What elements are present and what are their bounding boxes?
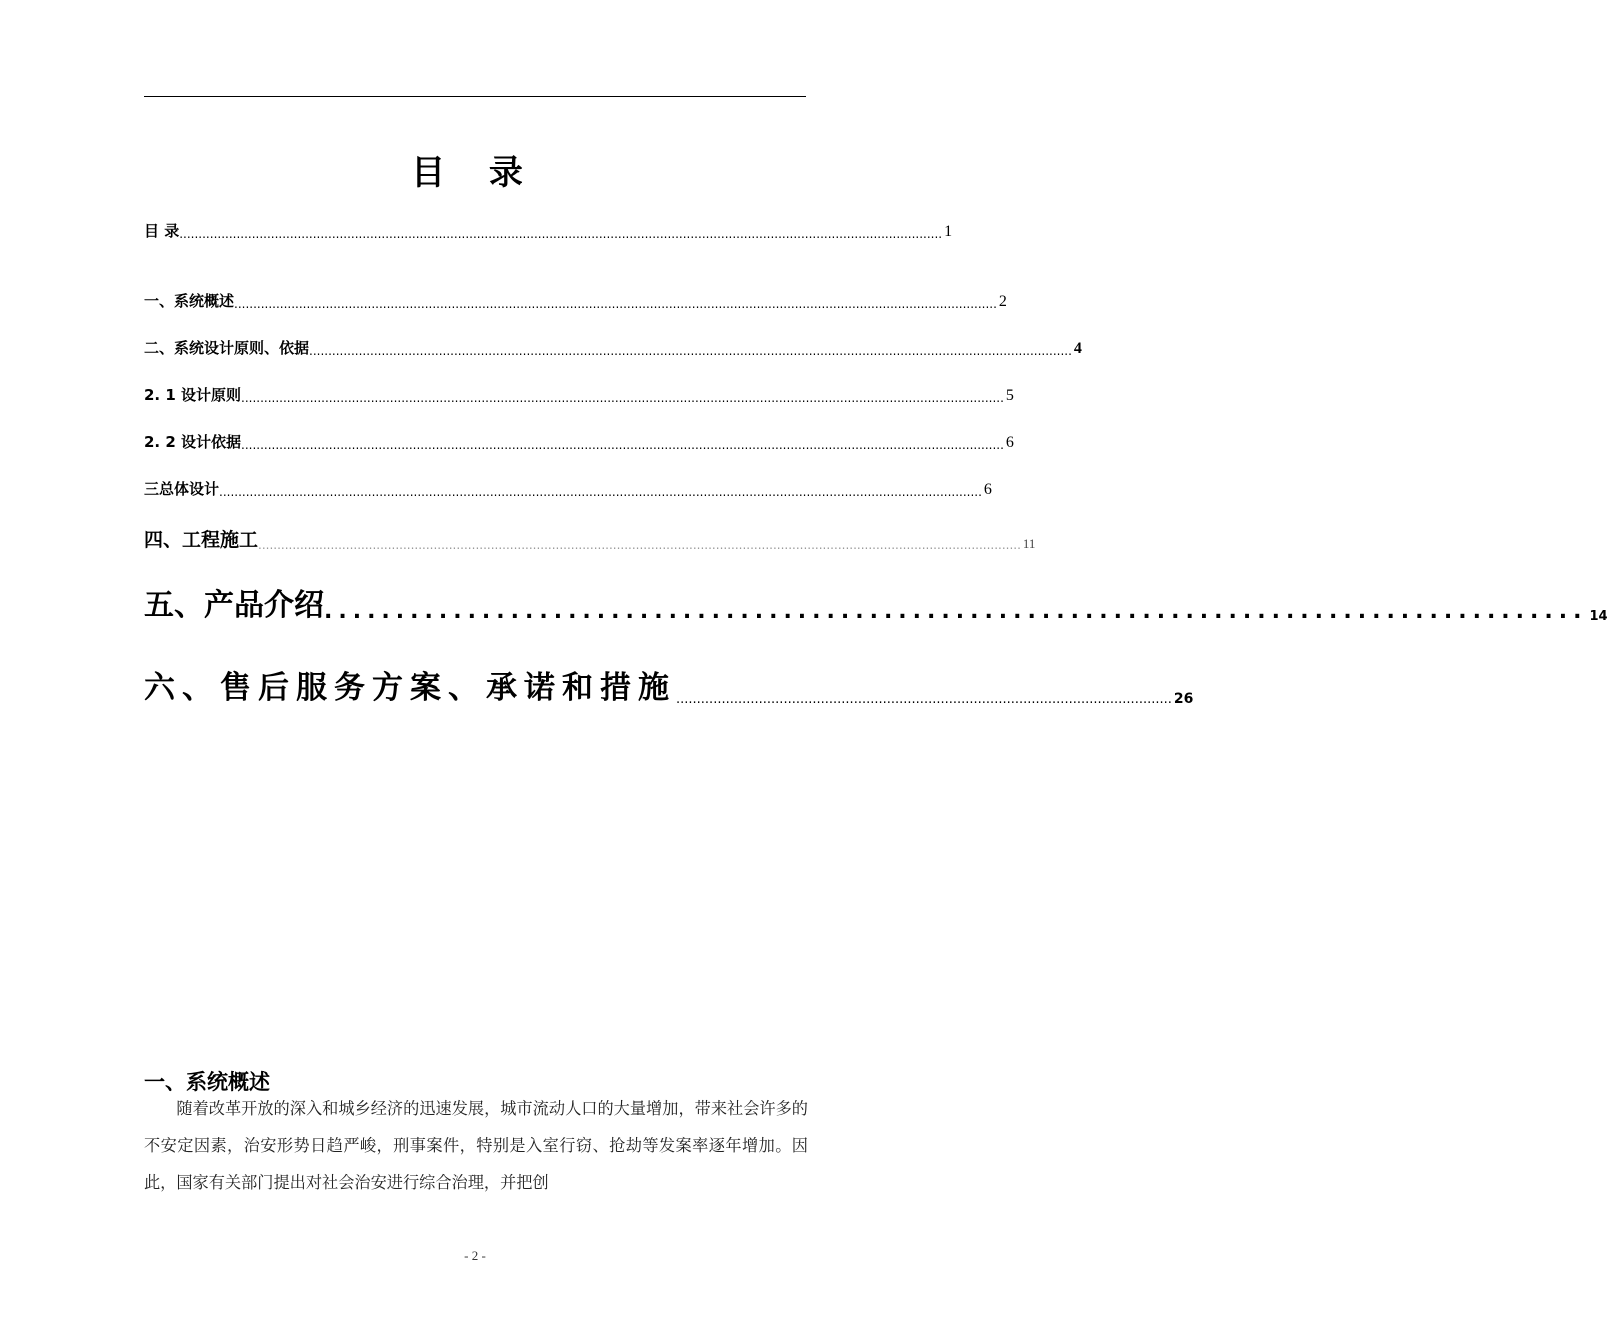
section-heading: 一、系统概述: [144, 1070, 270, 1094]
toc-leader: ........................................................................................: [324, 599, 1588, 624]
toc-leader: ........................................................................................................................................................................................................: [179, 227, 943, 241]
header-rule: [144, 96, 806, 97]
toc-entry-label: 一、系统概述: [144, 292, 235, 310]
toc-leader: ........................................................................................................................: [676, 692, 1172, 707]
toc-leader: ........................................................................................................................................................................................................: [241, 438, 1004, 452]
toc-entry[interactable]: [144, 525, 1036, 552]
toc-entry-label: 二、系统设计原则、依据: [144, 339, 310, 357]
toc-entry-label: 五、产品介绍: [144, 588, 324, 623]
page-number: - 2 -: [464, 1248, 486, 1263]
toc-entry-page: 26: [1173, 691, 1194, 707]
toc-leader: ........................................................................................................................................................................................................: [241, 391, 1004, 405]
toc-leader: ........................................................................................................................................................................................................: [219, 485, 982, 499]
toc-entry-label: 六、售后服务方案、承诺和措施: [144, 670, 676, 706]
toc-entry-label: 2. 2 设计依据: [144, 433, 242, 451]
toc-entry-label: 2. 1 设计原则: [144, 386, 242, 404]
toc-entry[interactable]: [144, 337, 1082, 358]
toc-entry-page: 4: [1073, 340, 1082, 357]
body-paragraph: 随着改革开放的深入和城乡经济的迅速发展，城市流动人口的大量增加，带来社会许多的不安定因素，治安形势日趋严峻，刑事案件，特别是入室行窃、抢劫等发案率逐年增加。因此，国家有关部门提出对社会治安进行综合治理，并把创: [144, 1099, 808, 1192]
toc-entry[interactable]: [144, 478, 992, 499]
toc-entry[interactable]: [144, 384, 1014, 405]
toc-entry[interactable]: [144, 220, 953, 241]
toc-entry-page: 1: [944, 223, 953, 240]
toc-entry-page: 5: [1005, 387, 1014, 404]
toc-entry-page: 11: [1022, 536, 1036, 551]
toc-leader: ........................................................................................................................................................................................................: [309, 344, 1072, 358]
toc-entry-page: 14: [1589, 609, 1608, 624]
toc-entry-page: 6: [1005, 434, 1014, 451]
toc-entry-label: 四、工程施工: [144, 529, 259, 551]
toc-entry-label: 三总体设计: [144, 480, 220, 498]
toc-title: 目 录: [411, 153, 539, 193]
toc-entry[interactable]: [144, 662, 1194, 707]
toc-leader: ........................................................................................................................................................................................................: [258, 538, 1021, 552]
toc-entry-page: 6: [983, 481, 992, 498]
toc-entry[interactable]: [144, 290, 1007, 311]
toc-entry-page: 2: [998, 293, 1007, 310]
toc-leader: ........................................................................................................................................................................................................: [234, 297, 997, 311]
toc-entry[interactable]: [144, 431, 1014, 452]
toc-entry[interactable]: [144, 580, 1608, 624]
toc-entry-label: 目 录: [144, 222, 180, 240]
